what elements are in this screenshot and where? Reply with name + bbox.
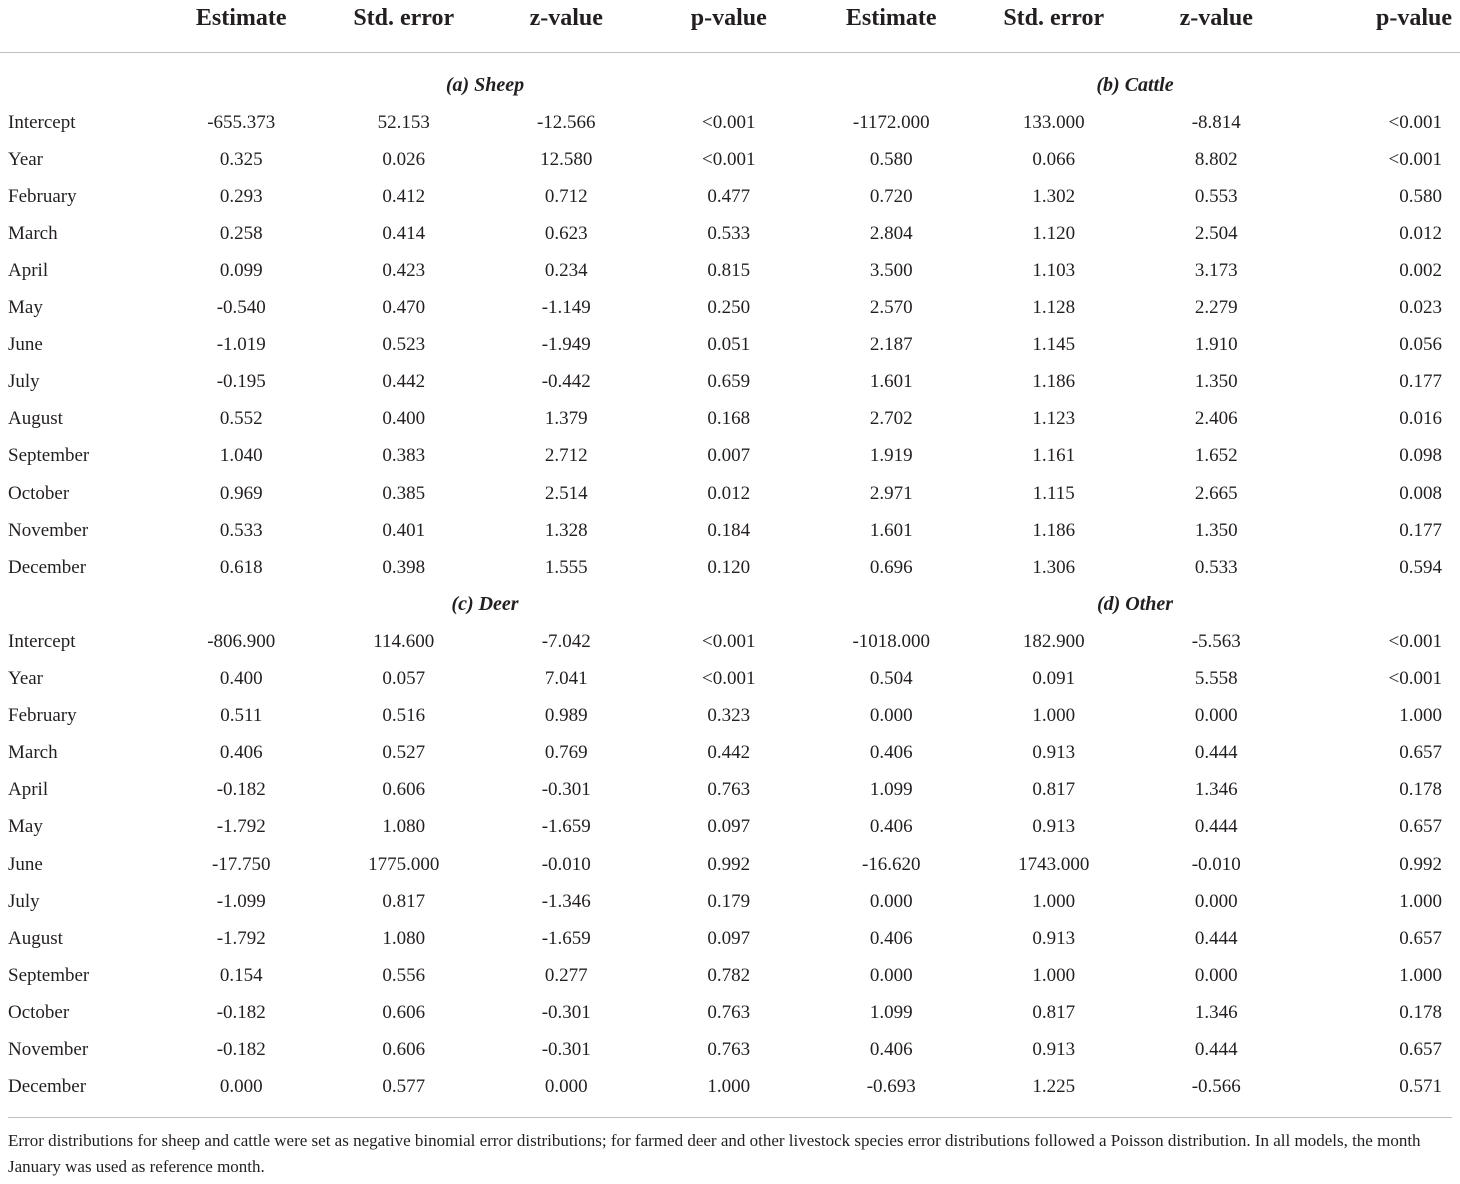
row-label: June — [8, 853, 43, 875]
table-cell: 0.406 — [869, 816, 913, 838]
table-row — [0, 104, 1460, 141]
table-cell: 2.971 — [869, 482, 913, 504]
row-label: Intercept — [8, 111, 76, 133]
table-cell: 0.442 — [707, 742, 751, 764]
row-label: September — [8, 445, 90, 467]
table-cell: 2.406 — [1194, 408, 1238, 430]
table-cell: 0.763 — [707, 779, 751, 801]
table-cell: 0.412 — [382, 185, 426, 207]
row-label: July — [8, 371, 40, 393]
header-std-error-right: Std. error — [973, 0, 1136, 53]
table-cell: 3.173 — [1194, 260, 1238, 282]
table-cell: -0.182 — [216, 1038, 266, 1060]
table-header — [0, 0, 1460, 67]
table-cell: 1.350 — [1194, 371, 1238, 393]
table-cell: -0.195 — [216, 371, 266, 393]
table-cell: 1.601 — [869, 519, 913, 541]
table-cell: -1.659 — [541, 816, 591, 838]
table-cell: 0.057 — [382, 668, 426, 690]
table-cell: 1.145 — [1032, 334, 1076, 356]
table-cell: 52.153 — [377, 111, 430, 133]
table-cell: <0.001 — [1388, 630, 1442, 652]
table-cell: 0.234 — [544, 260, 588, 282]
table-cell: 0.000 — [1194, 705, 1238, 727]
table-cell: 0.913 — [1032, 816, 1076, 838]
table-cell: 0.097 — [707, 816, 751, 838]
table-cell: 0.577 — [382, 1076, 426, 1098]
row-label: October — [8, 482, 70, 504]
table-cell: 0.657 — [1399, 927, 1442, 949]
table-row — [0, 475, 1460, 512]
table-cell: 12.580 — [540, 148, 593, 170]
table-cell: 0.553 — [1194, 185, 1238, 207]
table-cell: 0.168 — [707, 408, 751, 430]
table-cell: 0.023 — [1399, 297, 1442, 319]
table-cell: 1.000 — [1399, 705, 1442, 727]
table-cell: 0.051 — [707, 334, 751, 356]
table-cell: -0.442 — [541, 371, 591, 393]
table-cell: 2.804 — [869, 222, 913, 244]
row-label: July — [8, 890, 40, 912]
table-cell: 3.500 — [869, 260, 913, 282]
table-cell: 0.533 — [219, 519, 263, 541]
row-label: April — [8, 779, 49, 801]
header-spacer — [0, 53, 1460, 68]
table-cell: -1018.000 — [852, 630, 931, 652]
table-cell: 0.401 — [382, 519, 426, 541]
table-row — [0, 846, 1460, 883]
table-row — [0, 772, 1460, 809]
row-label: December — [8, 1076, 87, 1098]
table-cell: 0.769 — [544, 742, 588, 764]
table-row — [0, 1031, 1460, 1068]
table-cell: 0.154 — [219, 964, 263, 986]
table-cell: -12.566 — [536, 111, 596, 133]
row-label: Year — [8, 668, 44, 690]
table-row — [0, 438, 1460, 475]
table-cell: 0.098 — [1399, 445, 1442, 467]
table-row — [0, 141, 1460, 178]
table-cell: 0.477 — [707, 185, 751, 207]
table-cell: -0.301 — [541, 1001, 591, 1023]
table-cell: 0.097 — [707, 927, 751, 949]
table-cell: 0.657 — [1399, 1038, 1442, 1060]
table-cell: 0.815 — [707, 260, 751, 282]
table-cell: -0.182 — [216, 1001, 266, 1023]
row-label: August — [8, 408, 63, 430]
table-cell: 0.002 — [1399, 260, 1442, 282]
table-cell: 1.103 — [1032, 260, 1076, 282]
table-cell: 1.379 — [544, 408, 588, 430]
table-cell: 1.346 — [1194, 1001, 1238, 1023]
table-cell: 0.400 — [382, 408, 426, 430]
section-header-row — [0, 67, 1460, 104]
row-label: April — [8, 260, 49, 282]
row-label: February — [8, 705, 77, 727]
table-cell: 0.618 — [219, 556, 263, 578]
table-cell: -1.792 — [216, 816, 266, 838]
table-cell: -0.566 — [1191, 1076, 1241, 1098]
table-cell: 0.992 — [1399, 853, 1442, 875]
table-row — [0, 623, 1460, 660]
table-cell: 0.580 — [1399, 185, 1442, 207]
header-std-error-left: Std. error — [323, 0, 486, 53]
table-cell: 0.406 — [869, 927, 913, 949]
table-cell: <0.001 — [1388, 148, 1442, 170]
header-p-value-right: p-value — [1298, 0, 1460, 53]
table-cell: 0.516 — [382, 705, 426, 727]
table-cell: 1743.000 — [1018, 853, 1090, 875]
table-cell: 0.000 — [544, 1076, 588, 1098]
table-cell: -1.019 — [216, 334, 266, 356]
header-estimate-left: Estimate — [160, 0, 323, 53]
table-cell: 0.504 — [869, 668, 913, 690]
table-cell: 0.177 — [1399, 519, 1442, 541]
table-cell: 2.187 — [869, 334, 913, 356]
table-cell: 1.099 — [869, 1001, 913, 1023]
table-cell: 0.913 — [1032, 742, 1076, 764]
table-cell: 0.696 — [869, 556, 913, 578]
table-cell: 0.817 — [1032, 1001, 1076, 1023]
table-cell: 0.000 — [1194, 890, 1238, 912]
table-cell: <0.001 — [702, 148, 756, 170]
row-label: March — [8, 222, 58, 244]
table-cell: 0.250 — [707, 297, 751, 319]
table-cell: 1.601 — [869, 371, 913, 393]
table-row — [0, 215, 1460, 252]
table-cell: -0.301 — [541, 1038, 591, 1060]
row-label: November — [8, 519, 89, 541]
table-cell: 1.346 — [1194, 779, 1238, 801]
table-cell: 0.444 — [1194, 927, 1238, 949]
table-cell: 1.000 — [1032, 964, 1076, 986]
table-cell: 1.161 — [1032, 445, 1076, 467]
table-cell: 0.178 — [1399, 779, 1442, 801]
table-cell: -0.540 — [216, 297, 266, 319]
table-cell: -0.010 — [1191, 853, 1241, 875]
row-label: September — [8, 964, 90, 986]
table-cell: 1.000 — [1399, 890, 1442, 912]
table-cell: 114.600 — [373, 630, 435, 652]
table-cell: 0.913 — [1032, 1038, 1076, 1060]
table-cell: 1775.000 — [368, 853, 440, 875]
table-cell: 0.056 — [1399, 334, 1442, 356]
table-cell: 1.186 — [1032, 519, 1076, 541]
table-cell: 0.178 — [1399, 1001, 1442, 1023]
table-cell: 0.414 — [382, 222, 426, 244]
table-cell: 0.258 — [219, 222, 263, 244]
table-cell: 1.306 — [1032, 556, 1076, 578]
table-cell: 0.659 — [707, 371, 751, 393]
section-header-row — [0, 586, 1460, 623]
table-cell: 2.504 — [1194, 222, 1238, 244]
table-body — [0, 67, 1460, 1106]
table-cell: -8.814 — [1191, 111, 1241, 133]
table-cell: 0.969 — [219, 482, 263, 504]
table-footnote: Error distributions for sheep and cattle were set as negative binomial error distributions; for farmed deer and other livestock species error distributions followed a Poisson distribution. In all models, the month January was used as reference month. — [8, 1117, 1452, 1180]
table-cell: <0.001 — [702, 668, 756, 690]
section-title-left: (c) Deer — [451, 593, 519, 616]
header-estimate-right: Estimate — [810, 0, 973, 53]
table-row — [0, 512, 1460, 549]
table-cell: 0.992 — [707, 853, 751, 875]
table-cell: -1.659 — [541, 927, 591, 949]
table-cell: 0.026 — [382, 148, 426, 170]
table-cell: 1.652 — [1194, 445, 1238, 467]
table-cell: 0.091 — [1032, 668, 1076, 690]
table-cell: 0.594 — [1399, 556, 1442, 578]
table-cell: <0.001 — [702, 630, 756, 652]
table-cell: 133.000 — [1022, 111, 1085, 133]
table-cell: 0.556 — [382, 964, 426, 986]
table-cell: 1.123 — [1032, 408, 1076, 430]
table-cell: 0.179 — [707, 890, 751, 912]
table-row — [0, 957, 1460, 994]
table-cell: <0.001 — [1388, 668, 1442, 690]
table-cell: 0.989 — [544, 705, 588, 727]
table-cell: -1.949 — [541, 334, 591, 356]
table-row — [0, 809, 1460, 846]
table-cell: 1.225 — [1032, 1076, 1076, 1098]
section-title-right: (b) Cattle — [1096, 74, 1174, 97]
table-cell: 0.000 — [869, 964, 913, 986]
section-title-left: (a) Sheep — [445, 74, 525, 97]
table-cell: 5.558 — [1194, 668, 1238, 690]
table-cell: 0.511 — [220, 705, 263, 727]
table-cell: 2.712 — [544, 445, 588, 467]
table-cell: -17.750 — [211, 853, 271, 875]
table-row — [0, 549, 1460, 586]
table-cell: 1.328 — [544, 519, 588, 541]
table-cell: 0.763 — [707, 1038, 751, 1060]
table-cell: 0.012 — [707, 482, 751, 504]
table-cell: 0.177 — [1399, 371, 1442, 393]
table-cell: 1.128 — [1032, 297, 1076, 319]
row-label: May — [8, 297, 43, 319]
table-cell: 7.041 — [544, 668, 588, 690]
table-cell: 1.555 — [544, 556, 588, 578]
table-cell: 0.066 — [1032, 148, 1076, 170]
table-cell: 0.571 — [1399, 1076, 1442, 1098]
table-cell: 8.802 — [1194, 148, 1238, 170]
table-cell: 0.817 — [382, 890, 426, 912]
table-cell: 0.323 — [707, 705, 751, 727]
table-cell: 0.913 — [1032, 927, 1076, 949]
table-cell: 2.570 — [869, 297, 913, 319]
table-cell: 182.900 — [1022, 630, 1085, 652]
table-cell: 0.007 — [707, 445, 751, 467]
table-cell: 0.782 — [707, 964, 751, 986]
table-cell: 0.325 — [219, 148, 263, 170]
table-cell: -0.693 — [866, 1076, 916, 1098]
table-cell: 1.115 — [1032, 482, 1075, 504]
table-cell: 1.350 — [1194, 519, 1238, 541]
table-cell: 0.523 — [382, 334, 426, 356]
table-cell: 0.000 — [219, 1076, 263, 1098]
table-cell: 1.040 — [219, 445, 263, 467]
row-label: Intercept — [8, 630, 76, 652]
table-row — [0, 364, 1460, 401]
table-cell: 1.000 — [1399, 964, 1442, 986]
table-row — [0, 994, 1460, 1031]
row-label: February — [8, 185, 77, 207]
table-row — [0, 401, 1460, 438]
table-cell: 0.580 — [869, 148, 913, 170]
table-cell: 1.000 — [1032, 705, 1076, 727]
table-row — [0, 883, 1460, 920]
table-cell: -16.620 — [861, 853, 921, 875]
header-p-value-left: p-value — [648, 0, 811, 53]
table-row — [0, 698, 1460, 735]
row-label: June — [8, 334, 43, 356]
table-cell: -806.900 — [207, 630, 276, 652]
row-label: August — [8, 927, 63, 949]
table-cell: -1.149 — [541, 297, 591, 319]
table-cell: -0.010 — [541, 853, 591, 875]
table-cell: -7.042 — [541, 630, 591, 652]
table-cell: 0.406 — [869, 1038, 913, 1060]
table-cell: 0.120 — [707, 556, 751, 578]
row-label: March — [8, 742, 58, 764]
table-cell: -1.346 — [541, 890, 591, 912]
header-row — [0, 0, 1460, 53]
table-cell: -0.301 — [541, 779, 591, 801]
row-label: December — [8, 556, 87, 578]
table-cell: 0.008 — [1399, 482, 1442, 504]
table-cell: 0.444 — [1194, 1038, 1238, 1060]
table-cell: -1.792 — [216, 927, 266, 949]
table-row — [0, 661, 1460, 698]
table-cell: 0.817 — [1032, 779, 1076, 801]
table-cell: 0.000 — [869, 890, 913, 912]
section-title-right: (d) Other — [1096, 593, 1174, 616]
section-spacer-cell — [0, 67, 160, 104]
table-cell: 0.606 — [382, 1038, 426, 1060]
table-cell: 0.623 — [544, 222, 588, 244]
table-row — [0, 178, 1460, 215]
table-cell: -655.373 — [207, 111, 276, 133]
row-label: October — [8, 1001, 70, 1023]
table-cell: 0.444 — [1194, 742, 1238, 764]
table-row — [0, 290, 1460, 327]
table-cell: 1.919 — [869, 445, 913, 467]
table-row — [0, 920, 1460, 957]
table-cell: 0.442 — [382, 371, 426, 393]
table-cell: 1.099 — [869, 779, 913, 801]
section-spacer-cell — [0, 586, 160, 623]
table-cell: 0.184 — [707, 519, 751, 541]
table-cell: 1.186 — [1032, 371, 1076, 393]
table-row — [0, 1069, 1460, 1106]
row-label: May — [8, 816, 43, 838]
table-cell: 0.720 — [869, 185, 913, 207]
table-cell: 1.080 — [382, 816, 426, 838]
header-label-cell — [0, 0, 160, 53]
table-row — [0, 735, 1460, 772]
table-cell: 0.099 — [219, 260, 263, 282]
table-cell: 0.712 — [544, 185, 588, 207]
table-cell: -0.182 — [216, 779, 266, 801]
table-cell: 0.000 — [869, 705, 913, 727]
table-cell: 0.533 — [1194, 556, 1238, 578]
table-cell: 0.016 — [1399, 408, 1442, 430]
table-cell: 2.279 — [1194, 297, 1238, 319]
table-cell: 0.406 — [219, 742, 263, 764]
table-cell: 0.763 — [707, 1001, 751, 1023]
table-cell: 1.080 — [382, 927, 426, 949]
table-cell: 0.470 — [382, 297, 426, 319]
table-cell: 1.000 — [1032, 890, 1076, 912]
table-cell: <0.001 — [702, 111, 756, 133]
table-cell: 0.444 — [1194, 816, 1238, 838]
table-cell: 0.657 — [1399, 816, 1442, 838]
table-row — [0, 252, 1460, 289]
table-cell: 1.000 — [707, 1076, 751, 1098]
table-cell: <0.001 — [1388, 111, 1442, 133]
table-cell: 0.527 — [382, 742, 426, 764]
table-cell: 1.120 — [1032, 222, 1076, 244]
table-cell: 0.383 — [382, 445, 426, 467]
table-cell: 2.702 — [869, 408, 913, 430]
table-cell: -1172.000 — [852, 111, 930, 133]
table-cell: 0.552 — [219, 408, 263, 430]
table-cell: 1.910 — [1194, 334, 1238, 356]
table-cell: 0.657 — [1399, 742, 1442, 764]
table-cell: 0.606 — [382, 1001, 426, 1023]
table-row — [0, 327, 1460, 364]
table-cell: 0.277 — [544, 964, 588, 986]
header-z-value-left: z-value — [485, 0, 648, 53]
table-cell: 0.000 — [1194, 964, 1238, 986]
table-cell: 1.302 — [1032, 185, 1076, 207]
table-cell: -1.099 — [216, 890, 266, 912]
table-cell: 0.423 — [382, 260, 426, 282]
row-label: Year — [8, 148, 44, 170]
table-cell: 0.400 — [219, 668, 263, 690]
table-cell: 0.533 — [707, 222, 751, 244]
table-cell: 0.606 — [382, 779, 426, 801]
table-cell: 0.385 — [382, 482, 426, 504]
table-cell: -5.563 — [1191, 630, 1241, 652]
table-cell: 2.665 — [1194, 482, 1238, 504]
table-cell: 0.406 — [869, 742, 913, 764]
table-cell: 2.514 — [544, 482, 588, 504]
table-cell: 0.012 — [1399, 222, 1442, 244]
row-label: November — [8, 1038, 89, 1060]
header-z-value-right: z-value — [1135, 0, 1298, 53]
table-cell: 0.293 — [219, 185, 263, 207]
table-cell: 0.398 — [382, 556, 426, 578]
